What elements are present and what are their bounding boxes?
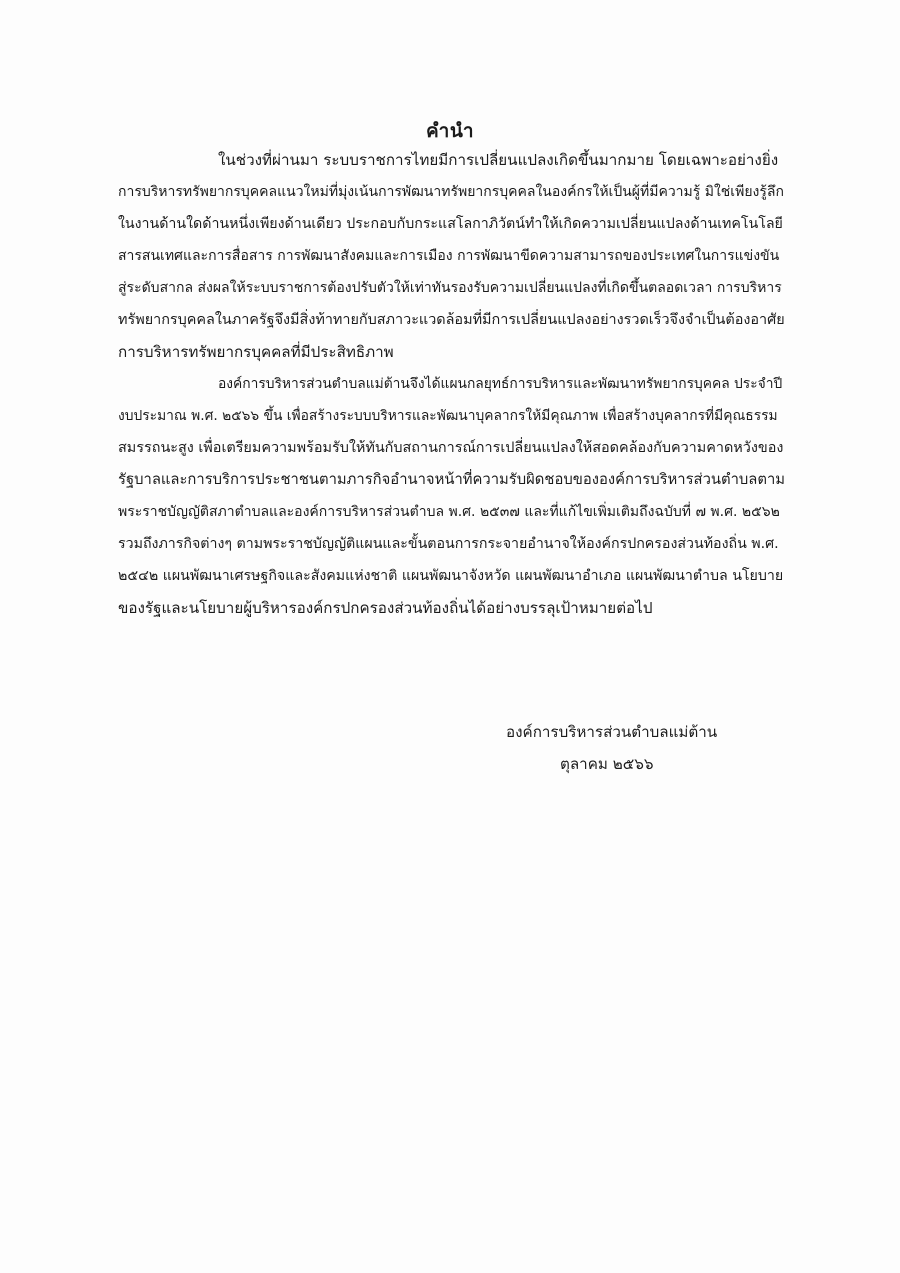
paragraph-2-line-4: รัฐบาลและการบริการประชาชนตามภารกิจอำนาจหน้าที่ความรับผิดชอบขององค์การบริหารส่วนตำบลตาม — [118, 471, 786, 488]
paragraph-2-line-6: รวมถึงภารกิจต่างๆ ตามพระราชบัญญัติแผนและขั้นตอนการกระจายอำนาจให้องค์กรปกครองส่วนท้องถิ่น พ.ศ. — [118, 536, 779, 552]
paragraph-1-line-3: ในงานด้านใดด้านหนึ่งเพียงด้านเดียว ประกอบกับกระแสโลกาภิวัตน์ทำให้เกิดความเปลี่ยนแปลงด้านเทคโนโลยี — [118, 216, 783, 232]
paragraph-1-line-4: สารสนเทศและการสื่อสาร การพัฒนาสังคมและการเมือง การพัฒนาขีดความสามารถของประเทศในการแข่งขัน — [118, 248, 780, 264]
paragraph-1-line-7: การบริหารทรัพยากรบุคคลที่มีประสิทธิภาพ — [118, 343, 394, 361]
paragraph-1-line-5: สู่ระดับสากล ส่งผลให้ระบบราชการต้องปรับตัวให้เท่าทันรองรับความเปลี่ยนแปลงที่เกิดขึ้นตลอดเวลา การบริหาร — [118, 280, 782, 296]
signature-date: ตุลาคม ๒๕๖๖ — [560, 755, 654, 773]
paragraph-2-line-3: สมรรถนะสูง เพื่อเตรียมความพร้อมรับให้ทันกับสถานการณ์การเปลี่ยนแปลงให้สอดคล้องกับความคาดหวังของ — [118, 440, 784, 456]
paragraph-1-line-1: ในช่วงที่ผ่านมา ระบบราชการไทยมีการเปลี่ยนแปลงเกิดขึ้นมากมาย โดยเฉพาะอย่างยิ่ง — [218, 151, 779, 169]
paragraph-2-line-8: ของรัฐและนโยบายผู้บริหารองค์กรปกครองส่วนท้องถิ่นได้อย่างบรรลุเป้าหมายต่อไป — [118, 599, 653, 617]
paragraph-2-line-7: ๒๕๔๒ แผนพัฒนาเศรษฐกิจและสังคมแห่งชาติ แผนพัฒนาจังหวัด แผนพัฒนาอำเภอ แผนพัฒนาตำบล นโยบาย — [118, 568, 784, 584]
paragraph-1-line-6: ทรัพยากรบุคคลในภาครัฐจึงมีสิ่งท้าทายกับสภาวะแวดล้อมที่มีการเปลี่ยนแปลงอย่างรวดเร็วจึงจำเป็นต้องอาศัย — [118, 312, 785, 328]
paragraph-2-line-5: พระราชบัญญัติสภาตำบลและองค์การบริหารส่วนตำบล พ.ศ. ๒๕๓๗ และที่แก้ไขเพิ่มเติมถึงฉบับที่ ๗ พ.ศ. ๒๕๖๒ — [118, 504, 780, 520]
signature-organization: องค์การบริหารส่วนตำบลแม่ต้าน — [506, 723, 718, 741]
paragraph-2-line-2: งบประมาณ พ.ศ. ๒๕๖๖ ขึ้น เพื่อสร้างระบบบริหารและพัฒนาบุคลากรให้มีคุณภาพ เพื่อสร้างบุคลากรที่มีคุณธรรม — [118, 408, 778, 424]
paragraph-1-line-2: การบริหารทรัพยากรบุคคลแนวใหม่ที่มุ่งเน้นการพัฒนาทรัพยากรบุคคลในองค์กรให้เป็นผู้ที่มีความรู้ มิใช่เพียงรู้ลึก — [118, 184, 784, 200]
page-title: คำนำ — [425, 120, 475, 142]
paragraph-2-line-1: องค์การบริหารส่วนตำบลแม่ต้านจึงได้แผนกลยุทธ์การบริหารและพัฒนาทรัพยากรบุคคล ประจำปี — [218, 376, 783, 392]
